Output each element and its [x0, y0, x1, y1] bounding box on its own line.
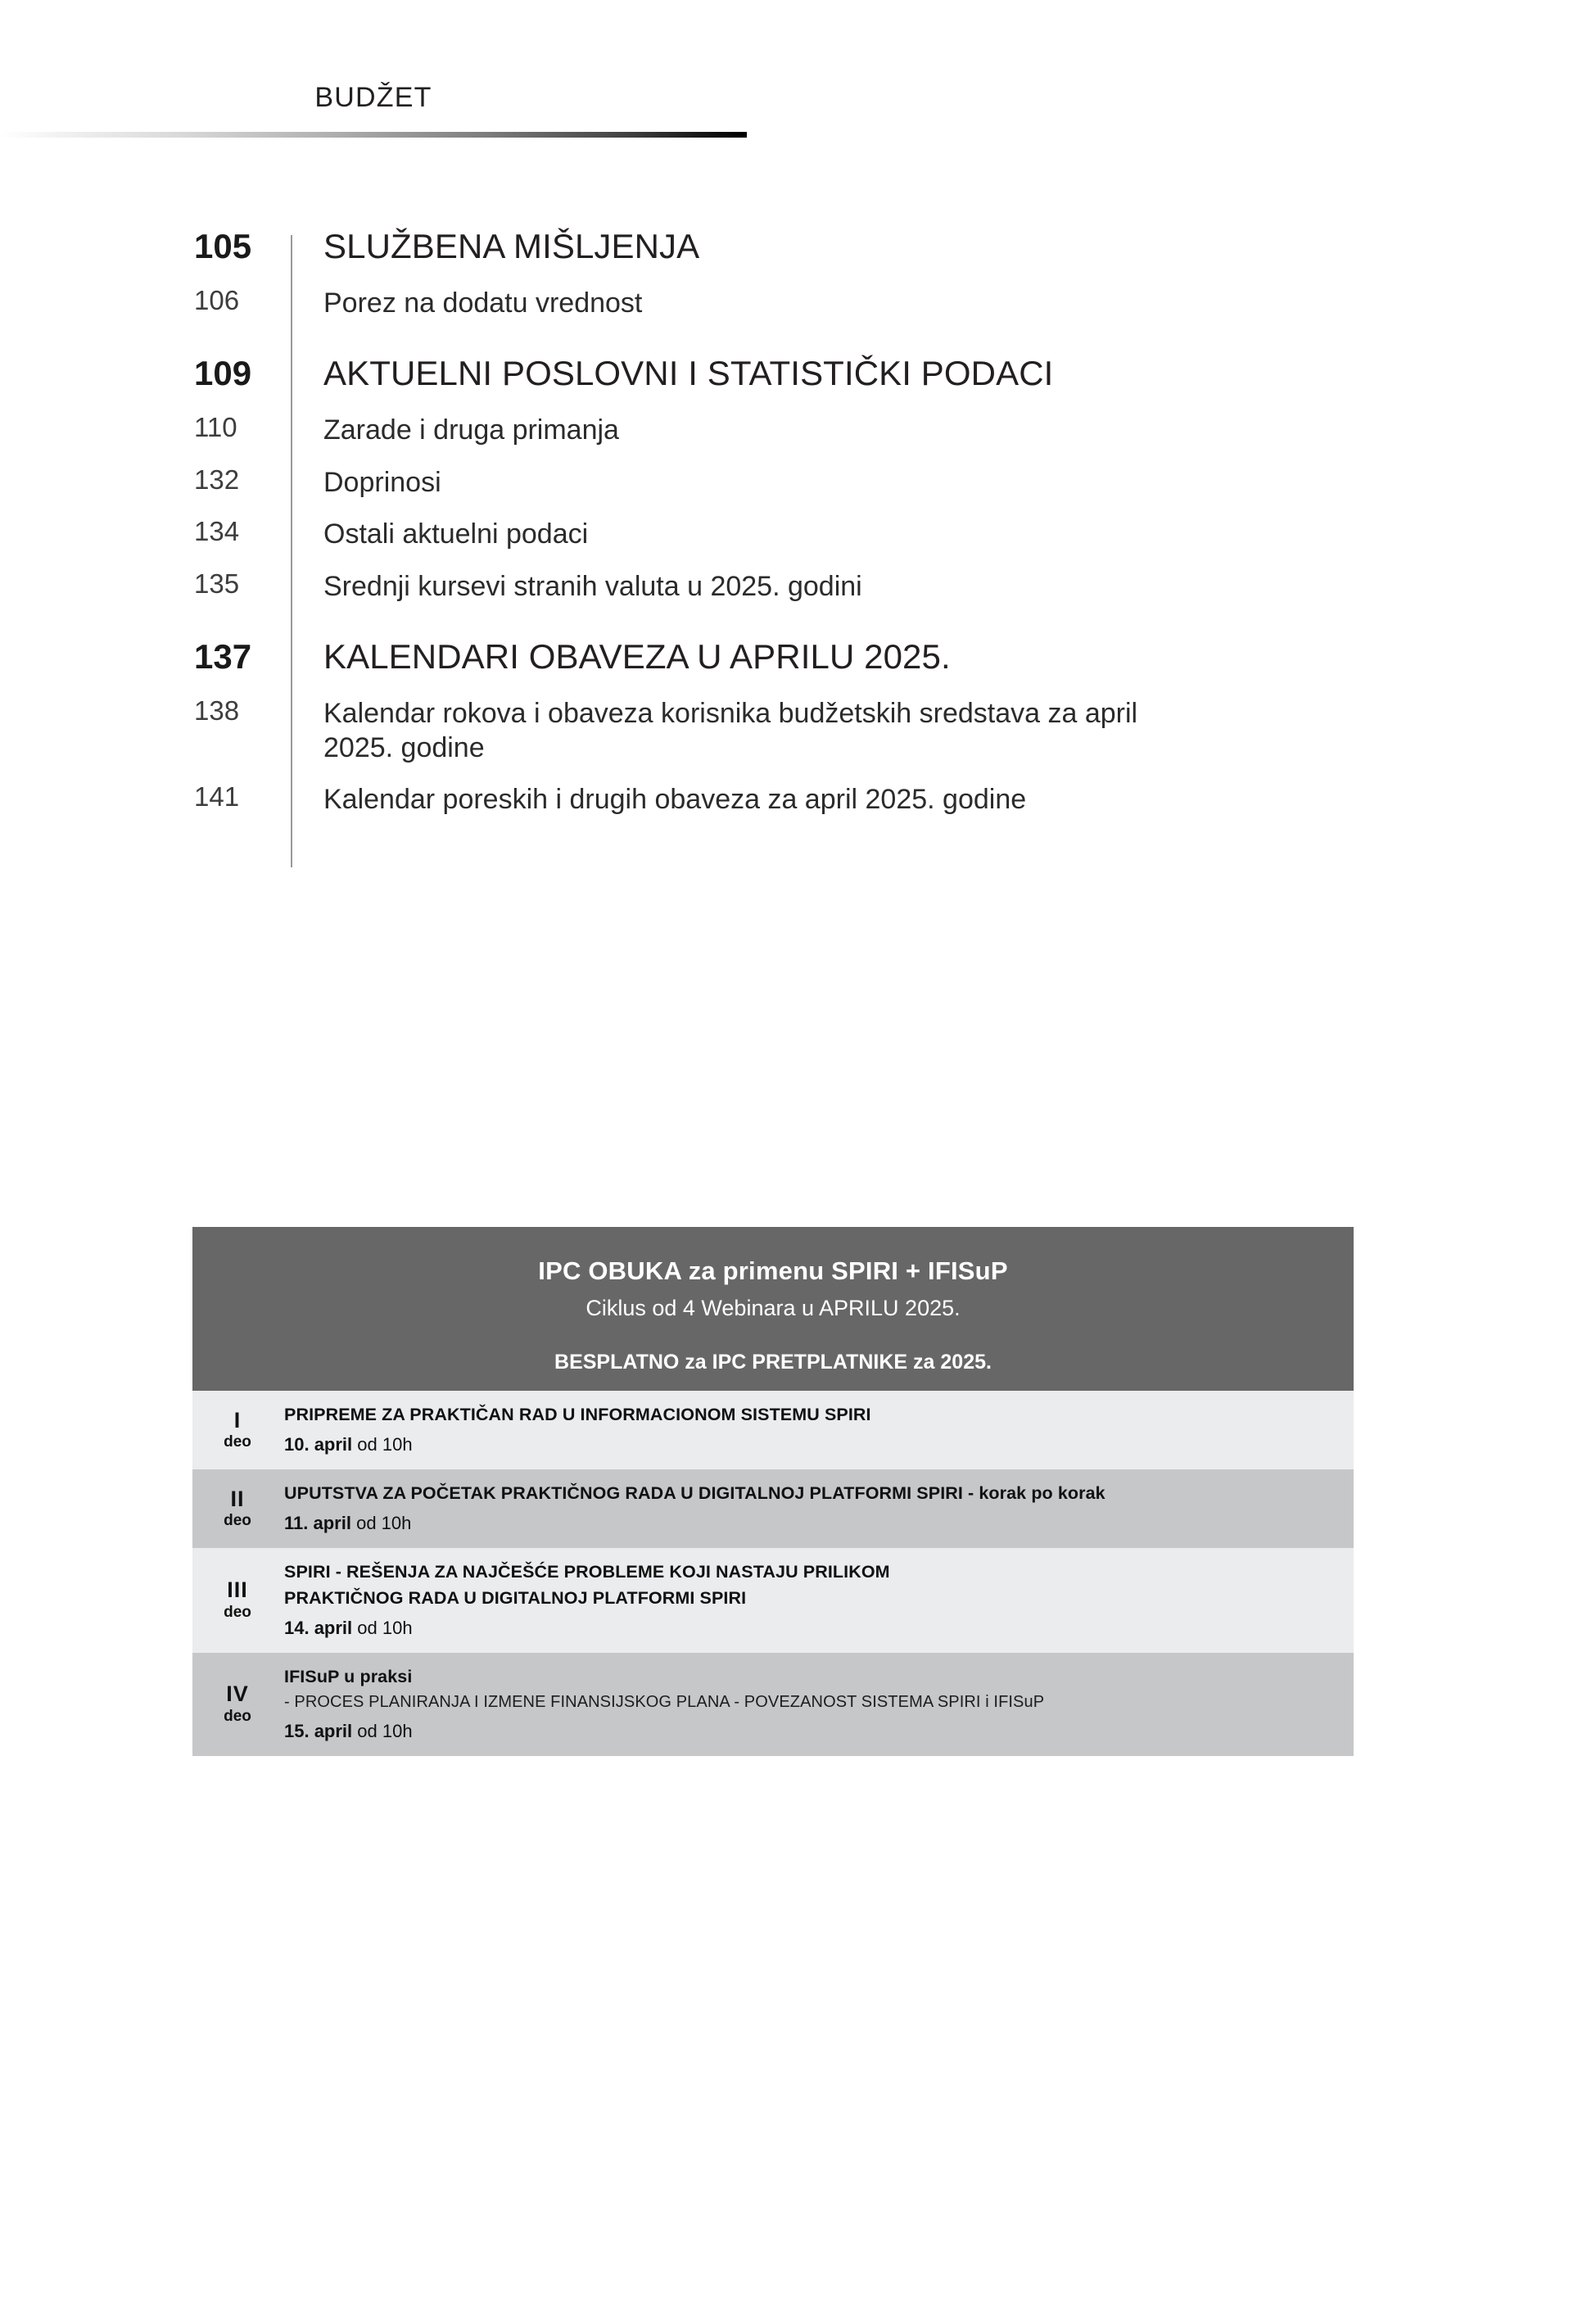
promo-part-column: [192, 1402, 283, 1458]
toc-spacer: [194, 448, 1422, 466]
toc-section-row[interactable]: [194, 229, 1422, 264]
toc-entry-row[interactable]: [194, 570, 1422, 604]
promo-schedule-row[interactable]: [192, 1469, 1354, 1548]
toc-entry-title: Porez na dodatu vrednost: [323, 287, 643, 319]
toc-page-number: 105: [194, 227, 252, 265]
promo-part-column: [192, 1481, 283, 1537]
toc-entry-row[interactable]: [194, 287, 1422, 320]
toc-spacer: [194, 765, 1422, 783]
toc-entry-row[interactable]: [194, 414, 1422, 447]
promo-part-numeral: IV: [226, 1682, 249, 1707]
toc-spacer: [194, 391, 1422, 414]
toc-spacer: [194, 674, 1422, 697]
toc-entry-title: Ostali aktuelni podaci: [323, 518, 589, 550]
table-of-contents: [194, 229, 1422, 817]
promo-banner-header: [192, 1227, 1354, 1391]
toc-page-number: 141: [194, 781, 240, 812]
toc-page-number: 106: [194, 285, 240, 315]
promo-row-time: od 10h: [356, 1513, 412, 1534]
promo-row-when: [284, 1718, 1339, 1745]
toc-entry-row[interactable]: [194, 783, 1422, 817]
toc-entry-row[interactable]: [194, 697, 1422, 765]
toc-entry-title: Zarade i druga primanja: [323, 414, 619, 446]
promo-banner: [192, 1227, 1354, 1756]
toc-page-number: 135: [194, 568, 240, 599]
toc-rows: [194, 229, 1422, 817]
toc-page-number: 110: [194, 412, 237, 443]
promo-row-when: [284, 1431, 1339, 1458]
promo-row-title: IFISuP u praksi: [284, 1666, 413, 1686]
promo-row-body: [283, 1664, 1339, 1745]
promo-row-title: PRIPREME ZA PRAKTIČAN RAD U INFORMACIONOM SISTEMU SPIRI: [284, 1405, 871, 1424]
promo-row-when: [284, 1614, 1339, 1641]
promo-row-date: 11. april: [284, 1513, 351, 1534]
promo-row-title: SPIRI - REŠENJA ZA NAJČEŠĆE PROBLEME KOJI NASTAJU PRILIKOM: [284, 1562, 890, 1582]
promo-row-time: od 10h: [357, 1617, 413, 1638]
promo-part-label: deo: [224, 1512, 251, 1530]
toc-spacer: [194, 604, 1422, 640]
promo-part-numeral: I: [233, 1407, 242, 1433]
toc-entry-title: Kalendar poreskih i drugih obaveza za april 2025. godine: [323, 784, 1027, 816]
toc-entry-row[interactable]: [194, 518, 1422, 551]
promo-row-title: UPUTSTVA ZA POČETAK PRAKTIČNOG RADA U DIGITALNOJ PLATFORMI SPIRI - korak po korak: [284, 1483, 1105, 1504]
toc-entry-title: AKTUELNI POSLOVNI I STATISTIČKI PODACI: [323, 354, 1054, 393]
promo-row-title-line2: PRAKTIČNOG RADA U DIGITALNOJ PLATFORMI SPIRI: [284, 1587, 747, 1608]
promo-row-body: [283, 1559, 1339, 1641]
promo-part-label: deo: [224, 1433, 251, 1451]
promo-title: IPC OBUKA za primenu SPIRI + IFISuP: [538, 1256, 1008, 1285]
toc-entry-title: SLUŽBENA MIŠLJENJA: [323, 227, 700, 265]
promo-part-column: [192, 1664, 283, 1745]
toc-page-number: 132: [194, 464, 240, 495]
promo-part-label: deo: [224, 1603, 251, 1621]
promo-row-subtitle: - PROCES PLANIRANJA I IZMENE FINANSIJSKOG PLANA - POVEZANOST SISTEMA SPIRI i IFISuP: [284, 1692, 1045, 1711]
toc-spacer: [194, 320, 1422, 356]
toc-spacer: [194, 264, 1422, 287]
toc-page-number: 138: [194, 695, 240, 726]
toc-entry-title: Srednji kursevi stranih valuta u 2025. godini: [323, 570, 862, 602]
toc-page-number: 109: [194, 354, 252, 393]
toc-page-number: 134: [194, 516, 240, 547]
toc-entry-row[interactable]: [194, 466, 1422, 500]
promo-part-numeral: III: [227, 1577, 248, 1603]
toc-entry-title: KALENDARI OBAVEZA U APRILU 2025.: [323, 637, 951, 677]
promo-schedule-row[interactable]: [192, 1548, 1354, 1652]
toc-page-number: 137: [194, 637, 252, 677]
promo-row-date: 10. april: [284, 1434, 353, 1455]
toc-entry-title: Doprinosi: [323, 466, 441, 498]
toc-section-row[interactable]: [194, 637, 1422, 677]
page-title: BUDŽET: [314, 82, 432, 113]
promo-free-note: BESPLATNO za IPC PRETPLATNIKE za 2025.: [554, 1350, 992, 1374]
header-gradient-rule: [0, 132, 747, 138]
promo-row-when: [284, 1510, 1339, 1537]
promo-schedule-list: [192, 1391, 1354, 1756]
promo-row-time: od 10h: [357, 1720, 413, 1741]
toc-entry-title: Kalendar rokova i obaveza korisnika budžetskih sredstava za april 2025. godine: [323, 698, 1138, 763]
toc-spacer: [194, 552, 1422, 570]
promo-part-label: deo: [224, 1707, 251, 1725]
toc-section-row[interactable]: [194, 356, 1422, 391]
promo-row-body: [283, 1402, 1339, 1458]
promo-row-body: [283, 1481, 1339, 1537]
toc-spacer: [194, 500, 1422, 518]
promo-row-date: 15. april: [284, 1720, 353, 1741]
promo-subtitle: Ciklus od 4 Webinara u APRILU 2025.: [586, 1295, 961, 1320]
promo-part-column: [192, 1559, 283, 1641]
promo-part-numeral: II: [230, 1486, 245, 1511]
promo-row-time: od 10h: [357, 1434, 413, 1455]
promo-row-date: 14. april: [284, 1617, 353, 1638]
promo-schedule-row[interactable]: [192, 1653, 1354, 1756]
promo-schedule-row[interactable]: [192, 1391, 1354, 1469]
